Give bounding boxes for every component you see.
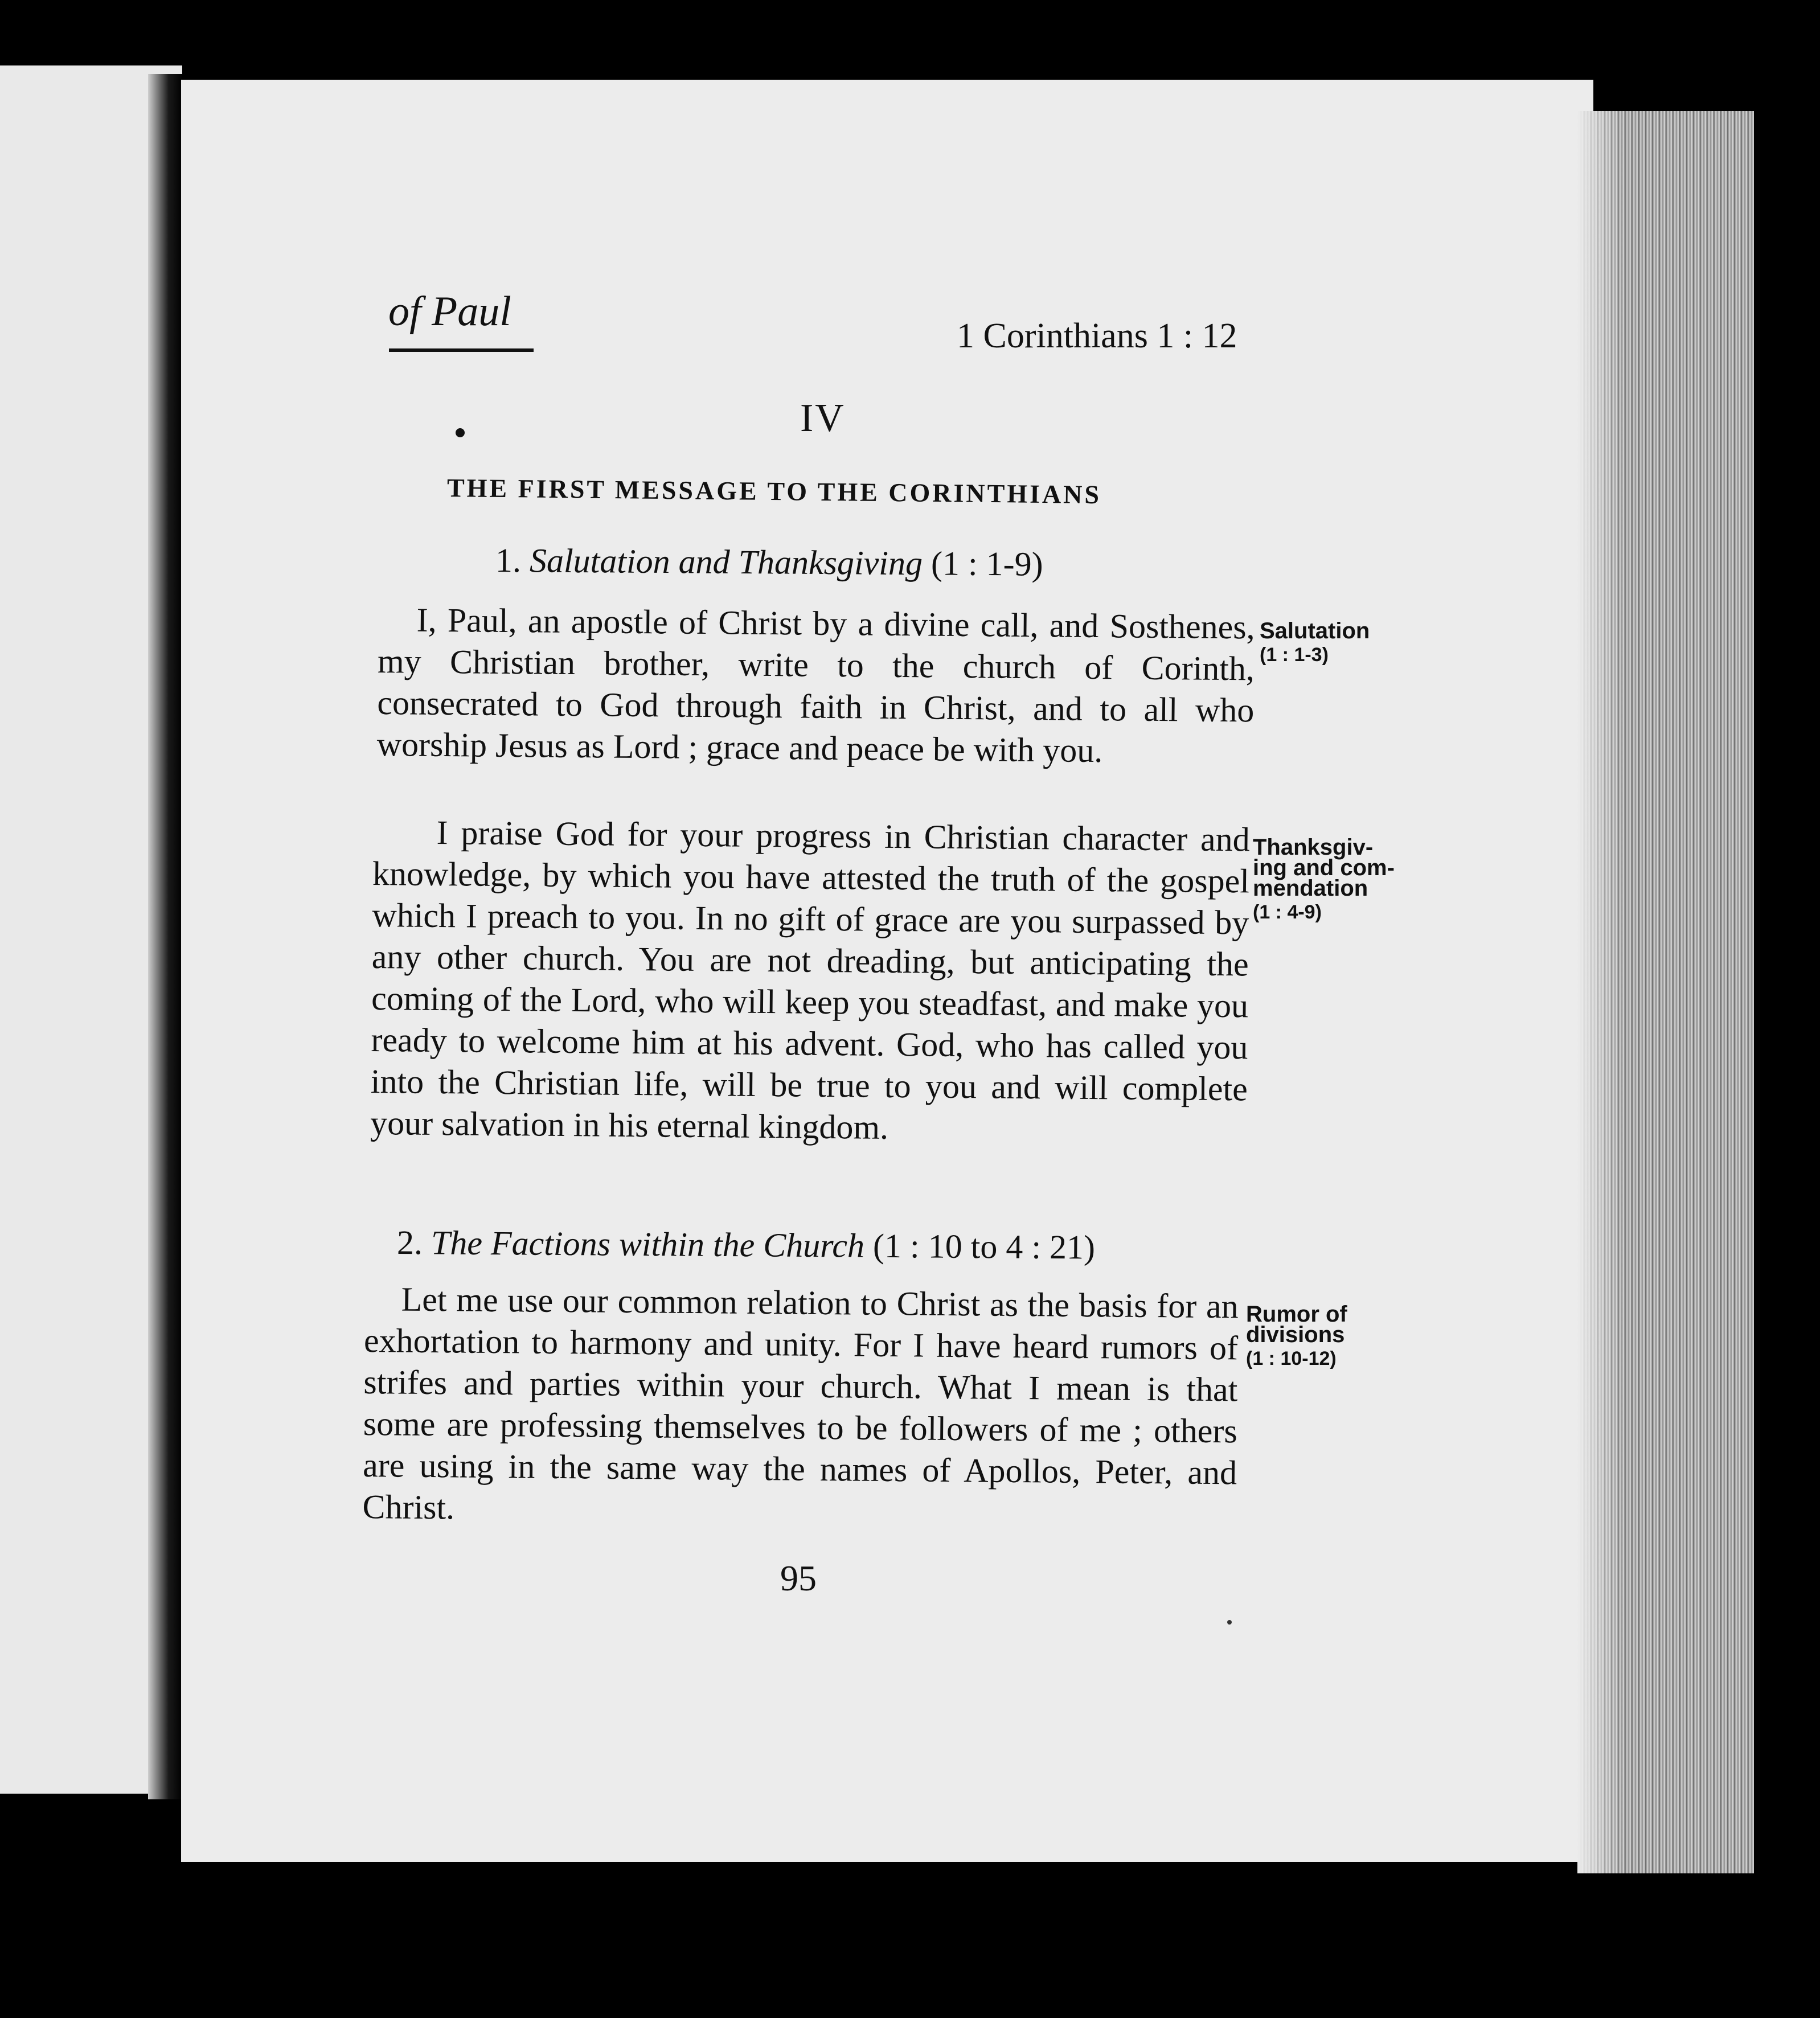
- margin-note-line: Salutation: [1260, 618, 1370, 643]
- ink-speck: [1227, 1620, 1232, 1625]
- margin-note-line: mendation: [1253, 876, 1368, 901]
- running-head-left: of Paul: [388, 288, 511, 335]
- paragraph: I, Paul, an apostle of Christ by a divine call, and Sosthenes, my Christian brother, write to the church of Corinth, consecrated to God through faith in Christ, and to all who worship Jesus as Lord ; grace and peace be with you.: [376, 601, 1255, 770]
- margin-note-line: Rumor of: [1246, 1302, 1347, 1327]
- paragraph: Let me use our common relation to Christ as the basis for an exhortation to harmony and unity. For I have heard rumors of strifes and parties within your church. What I mean is that some are professing themselves to be followers of me ; others are using in the same way the names of Apollos, Peter, and Christ.: [362, 1280, 1239, 1527]
- margin-note-reference: (1 : 1-3): [1260, 644, 1329, 666]
- book-gutter: [148, 74, 182, 1799]
- margin-note-reference: (1 : 10-12): [1246, 1348, 1337, 1369]
- margin-note: [1260, 618, 1370, 666]
- chapter-title: THE FIRST MESSAGE TO THE CORINTHIANS: [446, 473, 1102, 510]
- section-number: 1.: [495, 542, 522, 580]
- section-reference: (1 : 1-9): [931, 544, 1043, 583]
- page-number: 95: [780, 1558, 817, 1598]
- section-heading: [495, 541, 1043, 584]
- section-title: The Factions within the Church: [431, 1224, 865, 1265]
- section-title: Salutation and Thanksgiving: [529, 542, 923, 583]
- margin-note: [1253, 837, 1395, 922]
- paragraph: I praise God for your progress in Christian character and knowledge, by which you have attested the truth of the gospel which I preach to you. In no gift of grace are you surpassed by any other church. You are not dreading, but anticipating the coming of the Lord, who will keep you steadfast, and make you ready to welcome him at his advent. God, who has called you into the Christian life, will be true to you and will complete your salvation in his eternal kingdom.: [370, 813, 1250, 1146]
- margin-note-line: ing and com-: [1253, 855, 1395, 880]
- page-edges-fade: [1577, 111, 1623, 1873]
- ink-dot: [456, 428, 465, 437]
- section-number: 2.: [396, 1224, 423, 1262]
- running-head-right: 1 Corinthians 1 : 12: [957, 317, 1237, 355]
- running-head-rule: [389, 348, 534, 352]
- chapter-number: IV: [800, 396, 846, 440]
- margin-note: [1246, 1304, 1347, 1369]
- margin-note-reference: (1 : 4-9): [1253, 901, 1322, 923]
- section-reference: (1 : 10 to 4 : 21): [872, 1227, 1096, 1266]
- section-heading: [397, 1223, 1096, 1268]
- margin-note-line: Thanksgiv-: [1253, 835, 1374, 860]
- margin-note-line: divisions: [1246, 1322, 1345, 1347]
